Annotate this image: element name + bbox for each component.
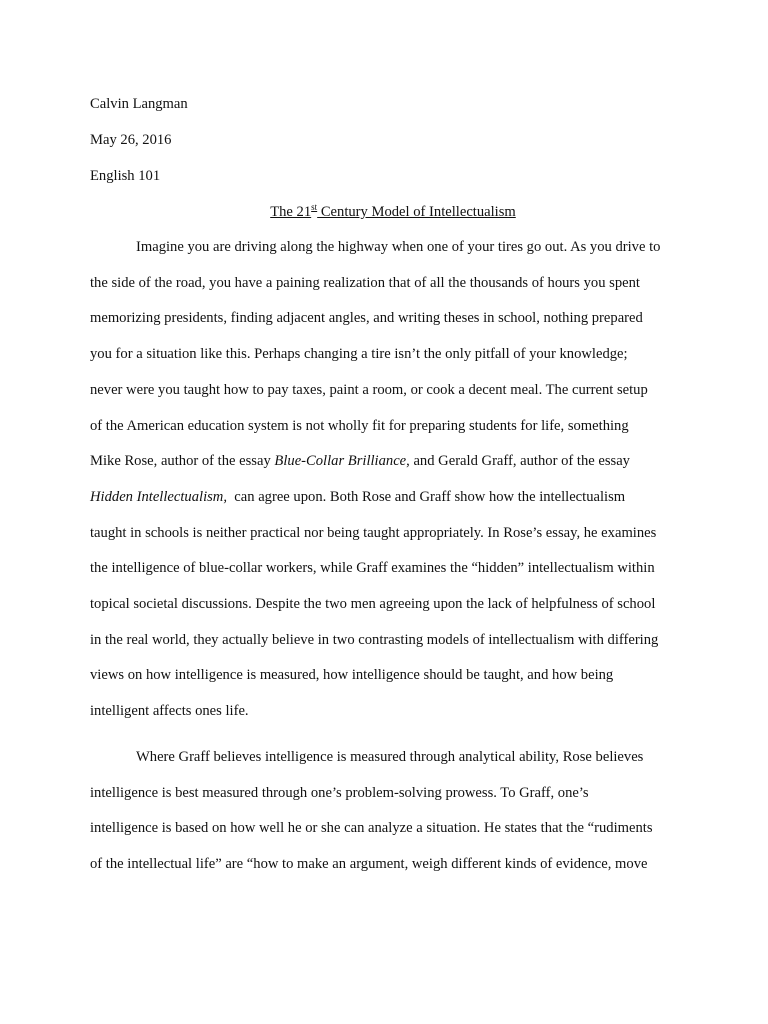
course-name: English 101	[90, 168, 161, 184]
document-date: May 26, 2016	[90, 132, 172, 148]
paragraph-line: the side of the road, you have a paining realization that of all the thousands of hours you spent	[90, 274, 640, 291]
essay-title	[90, 194, 690, 230]
paragraph-line: memorizing presidents, finding adjacent angles, and writing theses in school, nothing prepared	[90, 310, 643, 327]
paragraph-line: Where Graff believes intelligence is measured through analytical ability, Rose believes	[136, 748, 644, 765]
paragraph-line: in the real world, they actually believe in two contrasting models of intellectualism with differing	[90, 631, 659, 648]
paragraph-line: intelligence is based on how well he or she can analyze a situation. He states that the “rudiments	[90, 820, 653, 837]
paragraph-line: of the American education system is not wholly fit for preparing students for life, something	[90, 417, 629, 434]
paragraph-line	[90, 444, 690, 480]
line-text: , and Gerald Graff, author of the essay	[406, 453, 630, 470]
title-superscript: st	[311, 202, 318, 212]
paragraph-2	[90, 740, 690, 883]
line-text: Mike Rose, author of the essay	[90, 453, 275, 470]
paragraph-line: of the intellectual life” are “how to make an argument, weigh different kinds of evidence, move	[90, 855, 648, 872]
paragraph-line: intelligence is best measured through one’s problem-solving prowess. To Graff, one’s	[90, 784, 589, 801]
paragraph-line: topical societal discussions. Despite the two men agreeing upon the lack of helpfulness of school	[90, 596, 656, 613]
title-part-2: Century Model of Intellectualism	[317, 204, 516, 220]
author-name: Calvin Langman	[90, 96, 188, 112]
line-text: can agree upon. Both Rose and Graff show how the intellectualism	[227, 488, 626, 505]
paragraph-line: intelligent affects ones life.	[90, 703, 249, 720]
essay-reference-hidden-intellectualism: Hidden Intellectualism,	[90, 488, 227, 505]
paragraph-line: views on how intelligence is measured, how intelligence should be taught, and how being	[90, 667, 614, 684]
paragraph-line: never were you taught how to pay taxes, paint a room, or cook a decent meal. The current setup	[90, 381, 648, 398]
paragraph-line: the intelligence of blue-collar workers, while Graff examines the “hidden” intellectualism within	[90, 560, 655, 577]
essay-reference-blue-collar-brilliance: Blue-Collar Brilliance	[274, 453, 407, 470]
document-page	[90, 86, 690, 883]
title-part-1: The 21	[270, 204, 312, 220]
paragraph-1	[90, 230, 690, 730]
paragraph-line: Imagine you are driving along the highway when one of your tires go out. As you drive to	[136, 239, 661, 255]
paragraph-line: you for a situation like this. Perhaps changing a tire isn’t the only pitfall of your knowledge;	[90, 346, 628, 363]
paragraph-line	[90, 480, 690, 516]
paragraph-line: taught in schools is neither practical nor being taught appropriately. In Rose’s essay, he examines	[90, 524, 657, 541]
